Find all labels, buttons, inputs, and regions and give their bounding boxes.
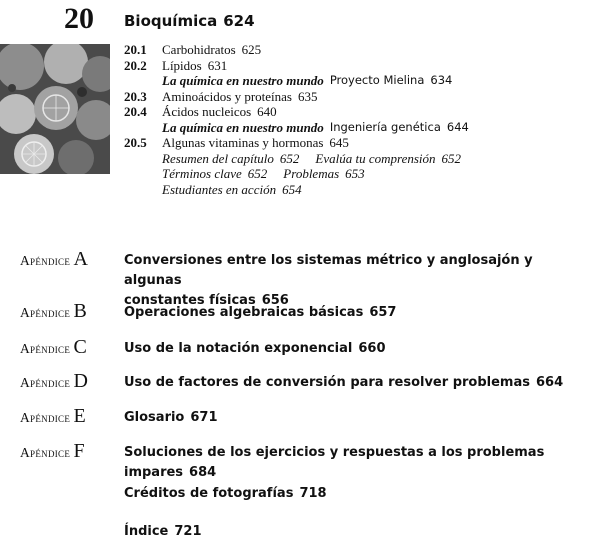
appendix-title: Soluciones de los ejercicios y respuestas a los problemas impares bbox=[124, 445, 545, 480]
appendix-letter: B bbox=[73, 300, 87, 322]
section-number: 20.1 bbox=[124, 42, 147, 57]
appendix-title-line1: Conversiones entre los sistemas métrico y anglosajón y algunas bbox=[124, 253, 533, 288]
chapter-page: 624 bbox=[223, 12, 255, 30]
section-page: 645 bbox=[329, 135, 349, 150]
feature-label: La química en nuestro mundo bbox=[162, 73, 324, 88]
section-entry[interactable] bbox=[124, 135, 594, 151]
section-number: 20.5 bbox=[124, 135, 147, 150]
appendix-title: Glosario bbox=[124, 410, 185, 425]
appendix-word: Apéndice bbox=[20, 341, 71, 356]
section-title: Ácidos nucleicos bbox=[162, 104, 252, 119]
appendix-a-entry[interactable] bbox=[124, 251, 594, 311]
end-item[interactable] bbox=[315, 151, 461, 167]
section-entry[interactable] bbox=[124, 42, 594, 58]
section-title: Lípidos bbox=[162, 57, 202, 73]
appendix-letter: F bbox=[73, 440, 85, 462]
feature-page: 634 bbox=[430, 73, 453, 87]
appendix-b-label bbox=[20, 300, 87, 323]
end-item-title: Estudiantes en acción bbox=[162, 181, 277, 197]
feature-page: 644 bbox=[446, 119, 469, 134]
end-item-page: 652 bbox=[247, 166, 268, 181]
end-item-title: Evalúa tu comprensión bbox=[315, 150, 436, 166]
appendix-letter: A bbox=[73, 248, 88, 270]
feature-entry[interactable] bbox=[124, 73, 594, 89]
credits-title: Créditos de fotografías bbox=[124, 486, 294, 501]
section-page: 635 bbox=[297, 88, 318, 104]
section-page: 625 bbox=[241, 42, 262, 57]
feature-entry[interactable] bbox=[124, 120, 594, 136]
credits-page: 718 bbox=[299, 486, 327, 501]
appendix-d-label bbox=[20, 370, 88, 393]
appendix-page: 664 bbox=[535, 375, 564, 390]
end-item-page: 652 bbox=[279, 150, 300, 166]
section-number: 20.3 bbox=[124, 88, 147, 104]
end-item-title: Problemas bbox=[283, 166, 340, 181]
section-number: 20.4 bbox=[124, 104, 147, 119]
appendix-page: 671 bbox=[190, 410, 218, 425]
index-title: Índice bbox=[124, 524, 169, 539]
appendix-d-entry[interactable] bbox=[124, 373, 594, 393]
end-item-title: Términos clave bbox=[162, 166, 242, 181]
appendix-e-label bbox=[20, 405, 86, 428]
appendix-title: Operaciones algebraicas básicas bbox=[124, 305, 364, 320]
end-items-row bbox=[124, 151, 594, 167]
appendix-letter: C bbox=[73, 336, 87, 358]
feature-label: La química en nuestro mundo bbox=[162, 119, 324, 135]
appendix-word: Apéndice bbox=[20, 410, 71, 425]
appendix-title-line2: constantes físicas bbox=[124, 293, 256, 308]
chapter-number: 20 bbox=[64, 2, 94, 35]
end-item-title: Resumen del capítulo bbox=[162, 150, 274, 166]
appendix-c-label bbox=[20, 336, 87, 359]
appendix-word: Apéndice bbox=[20, 253, 71, 268]
appendix-word: Apéndice bbox=[20, 445, 71, 460]
appendix-letter: D bbox=[73, 370, 88, 392]
end-items-row bbox=[124, 166, 594, 182]
end-item-page: 652 bbox=[441, 150, 462, 166]
section-entry[interactable] bbox=[124, 58, 594, 74]
appendix-word: Apéndice bbox=[20, 375, 71, 390]
section-title: Algunas vitaminas y hormonas bbox=[162, 135, 324, 150]
credits-entry[interactable] bbox=[124, 484, 594, 504]
section-title: Aminoácidos y proteínas bbox=[162, 88, 292, 104]
appendix-page: 656 bbox=[261, 293, 289, 308]
appendix-word: Apéndice bbox=[20, 305, 71, 320]
appendix-page: 657 bbox=[369, 305, 397, 320]
appendix-letter: E bbox=[73, 405, 86, 427]
section-entry[interactable] bbox=[124, 89, 594, 105]
index-page: 721 bbox=[174, 524, 202, 539]
chapter-photo bbox=[0, 44, 110, 174]
section-title: Carbohidratos bbox=[162, 42, 236, 57]
end-item[interactable] bbox=[162, 151, 299, 167]
end-item-page: 653 bbox=[345, 166, 365, 181]
citrus-fruit-image bbox=[0, 44, 110, 174]
end-item[interactable] bbox=[283, 166, 364, 182]
end-items-row bbox=[124, 182, 594, 198]
appendix-page: 660 bbox=[358, 341, 386, 356]
index-entry[interactable] bbox=[124, 522, 594, 542]
appendix-title: Uso de la notación exponencial bbox=[124, 341, 353, 356]
section-number: 20.2 bbox=[124, 57, 147, 73]
section-page: 631 bbox=[207, 57, 228, 73]
end-item-page: 654 bbox=[282, 181, 302, 197]
appendix-c-entry[interactable] bbox=[124, 339, 594, 359]
feature-title: Ingeniería genética bbox=[329, 119, 441, 134]
appendix-a-label bbox=[20, 248, 88, 271]
end-item[interactable] bbox=[162, 166, 267, 182]
appendix-page: 684 bbox=[189, 465, 217, 480]
chapter-sections bbox=[124, 42, 594, 197]
appendix-f-entry[interactable] bbox=[124, 443, 594, 483]
section-entry[interactable] bbox=[124, 104, 594, 120]
feature-title: Proyecto Mielina bbox=[329, 73, 425, 87]
appendix-title: Uso de factores de conversión para resolver problemas bbox=[124, 375, 530, 390]
appendix-f-label bbox=[20, 440, 85, 463]
end-item[interactable] bbox=[162, 182, 302, 198]
chapter-title-text: Bioquímica bbox=[124, 12, 218, 30]
chapter-title[interactable] bbox=[124, 12, 255, 30]
appendix-e-entry[interactable] bbox=[124, 408, 594, 428]
appendix-b-entry[interactable] bbox=[124, 303, 594, 323]
section-page: 640 bbox=[257, 104, 277, 119]
